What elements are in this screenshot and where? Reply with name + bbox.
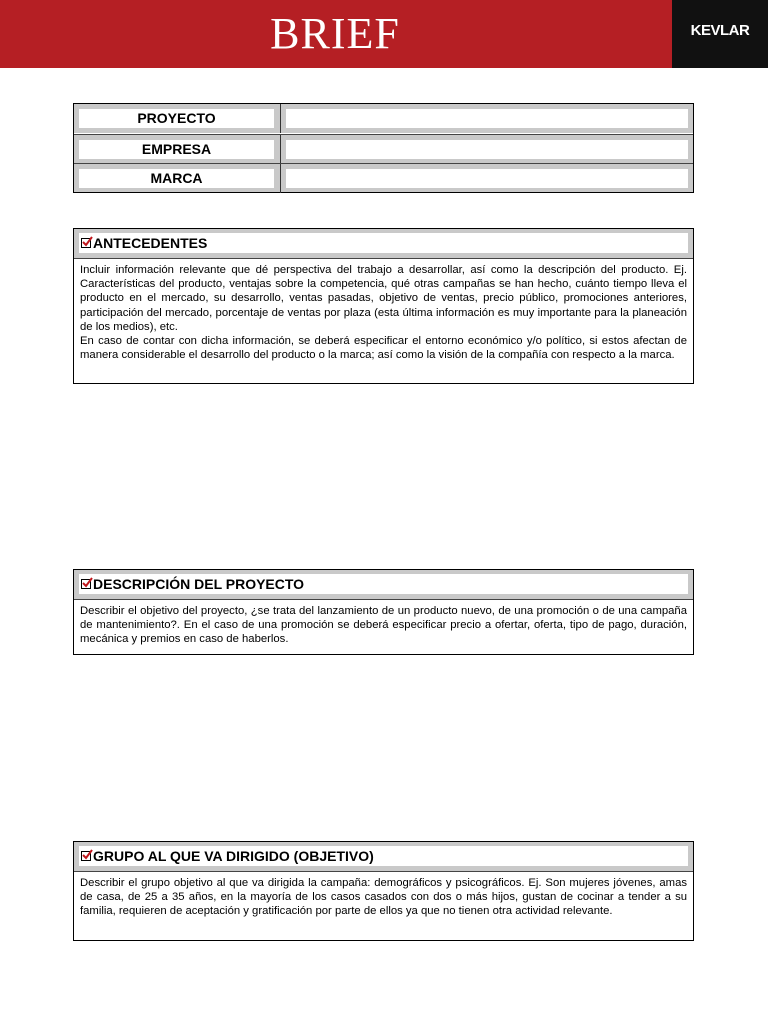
section-header bbox=[74, 229, 693, 259]
info-field-proyecto[interactable] bbox=[286, 109, 688, 128]
section-title: DESCRIPCIÓN DEL PROYECTO bbox=[93, 576, 305, 592]
info-field-empresa[interactable] bbox=[286, 140, 688, 159]
paragraph: Describir el objetivo del proyecto, ¿se trata del lanzamiento de un producto nuevo, de una promoción o de una campaña de mantenimiento?. En el caso de una promoción se deberá especificar precio a ofertar, oferta, tipo de pago, duración, mecánica y premios en caso de haberlos. bbox=[80, 605, 687, 646]
checkbox-checked-icon bbox=[81, 851, 91, 861]
section-grupo-objetivo bbox=[73, 841, 694, 941]
logo-text: KEVLAR bbox=[690, 22, 750, 39]
info-label-empresa: EMPRESA bbox=[79, 140, 274, 159]
header-banner bbox=[0, 0, 768, 68]
info-row-proyecto bbox=[74, 104, 693, 133]
section-body bbox=[74, 259, 693, 368]
paragraph: En caso de contar con dicha información, se deberá especificar el entorno económico y/o político, si estos afectan de manera considerable el desarrollo del producto o la marca; así como la visión de la compañía con respecto a la marca. bbox=[80, 335, 687, 362]
section-antecedentes bbox=[73, 228, 694, 384]
info-row-marca bbox=[74, 163, 693, 192]
section-descripcion-proyecto bbox=[73, 569, 694, 655]
section-header bbox=[74, 570, 693, 600]
section-body bbox=[74, 600, 693, 653]
project-info-table bbox=[73, 103, 694, 193]
section-header bbox=[74, 842, 693, 872]
checkbox-checked-icon bbox=[81, 579, 91, 589]
info-label-marca: MARCA bbox=[79, 169, 274, 188]
info-field-marca[interactable] bbox=[286, 169, 688, 188]
cell-divider bbox=[280, 135, 281, 164]
kevlar-logo bbox=[672, 0, 768, 68]
info-row-empresa bbox=[74, 134, 693, 163]
paragraph: Incluir información relevante que dé perspectiva del trabajo a desarrollar, así como la descripción del producto. Ej. Características del producto, ventajas sobre la competencia, qué otras campañas se han hecho, cuánto tiempo lleva el producto en el mercado, su desarrollo, ventas pasadas, objetivo de ventas, precio público, promociones anteriores, participación del mercado, porcentaje de ventas por plaza (esta última información es muy importante para la planeación de los medios), etc. bbox=[80, 264, 687, 333]
cell-divider bbox=[280, 104, 281, 133]
section-title: GRUPO AL QUE VA DIRIGIDO (OBJETIVO) bbox=[93, 848, 374, 864]
cell-divider bbox=[280, 164, 281, 193]
page-title: BRIEF bbox=[270, 9, 400, 58]
checkbox-checked-icon bbox=[81, 238, 91, 248]
paragraph: Describir el grupo objetivo al que va dirigida la campaña: demográficos y psicográficos. Ej. Son mujeres jóvenes, amas de casa, de 25 a 35 años, en la mayoría de los casos casados con dos o más hijos, gustan de cocinar a tender a su familia, requieren de aceptación y gratificación por parte de ellos ya que no tienen otra actividad relevante. bbox=[80, 877, 687, 918]
info-label-proyecto: PROYECTO bbox=[79, 109, 274, 128]
section-body bbox=[74, 872, 693, 925]
section-title: ANTECEDENTES bbox=[93, 235, 208, 251]
